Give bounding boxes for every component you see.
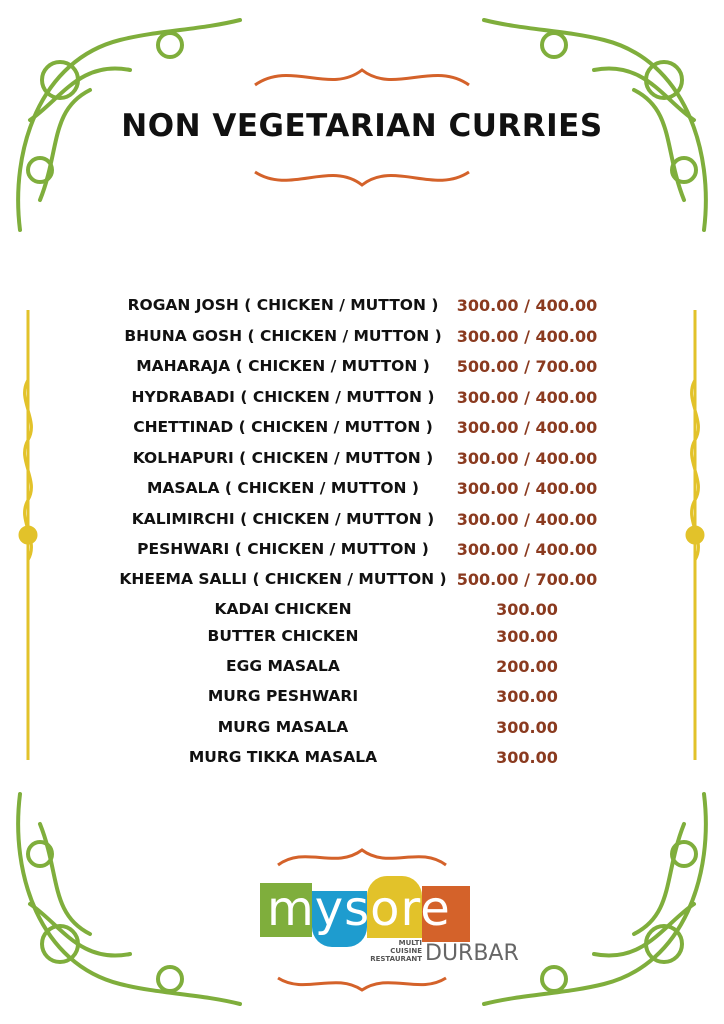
flourish-logo-bottom [278,978,446,990]
item-price: 300.00 [496,627,558,646]
menu-item [0,718,724,744]
item-price: 300.00 [496,748,558,767]
item-name: CHETTINAD ( CHICKEN / MUTTON ) [133,418,433,436]
item-name: EGG MASALA [226,657,340,675]
menu-item [0,388,724,414]
item-price: 300.00 / 400.00 [456,540,598,559]
item-price: 300.00 [496,718,558,737]
item-name: BHUNA GOSH ( CHICKEN / MUTTON ) [124,327,442,345]
item-name: KALIMIRCHI ( CHICKEN / MUTTON ) [131,510,435,528]
item-price: 200.00 [496,657,558,676]
item-name: MAHARAJA ( CHICKEN / MUTTON ) [136,357,430,375]
logo-word: mysore [267,881,451,937]
item-name: PESHWARI ( CHICKEN / MUTTON ) [137,540,429,558]
flourish-under-title [255,172,469,185]
flourish-logo-top [278,850,446,865]
logo-sub-multi: MULTI [398,939,422,947]
item-price: 300.00 [496,600,558,619]
item-name: MASALA ( CHICKEN / MUTTON ) [147,479,419,497]
menu-item [0,687,724,713]
item-price: 300.00 [496,687,558,706]
menu-item [0,479,724,505]
item-name: ROGAN JOSH ( CHICKEN / MUTTON ) [127,296,439,314]
item-name: KADAI CHICKEN [214,600,352,618]
corner-vine-bottom-left [18,794,240,1004]
item-price: 300.00 / 400.00 [456,479,598,498]
item-price: 300.00 / 400.00 [456,510,598,529]
item-name: KHEEMA SALLI ( CHICKEN / MUTTON ) [119,570,447,588]
menu-item [0,570,724,596]
item-name: HYDRABADI ( CHICKEN / MUTTON ) [131,388,435,406]
restaurant-logo [255,873,519,973]
item-price: 300.00 / 400.00 [456,296,598,315]
item-price: 500.00 / 700.00 [456,357,598,376]
menu-item [0,540,724,566]
item-price: 500.00 / 700.00 [456,570,598,589]
corner-vine-bottom-right [484,794,706,1004]
item-name: MURG MASALA [217,718,349,736]
menu-item [0,510,724,536]
item-price: 300.00 / 400.00 [456,449,598,468]
flourish-top [255,70,469,85]
menu-item [0,657,724,683]
menu-item [0,357,724,383]
item-name: BUTTER CHICKEN [207,627,359,645]
item-price: 300.00 / 400.00 [456,388,598,407]
logo-sub-restaurant: RESTAURANT [370,955,422,963]
item-name: MURG PESHWARI [207,687,359,705]
item-price: 300.00 / 400.00 [456,327,598,346]
menu-item [0,327,724,353]
menu-item [0,600,724,626]
menu-item [0,296,724,322]
logo-sub-cuisine: CUISINE [390,947,422,955]
logo-durbar: DURBAR [425,941,519,966]
menu-item [0,627,724,653]
menu-item [0,418,724,444]
page-title: NON VEGETARIAN CURRIES [121,108,603,144]
item-name: KOLHAPURI ( CHICKEN / MUTTON ) [132,449,434,467]
menu-item [0,449,724,475]
menu-item [0,748,724,774]
item-price: 300.00 / 400.00 [456,418,598,437]
item-name: MURG TIKKA MASALA [188,748,378,766]
